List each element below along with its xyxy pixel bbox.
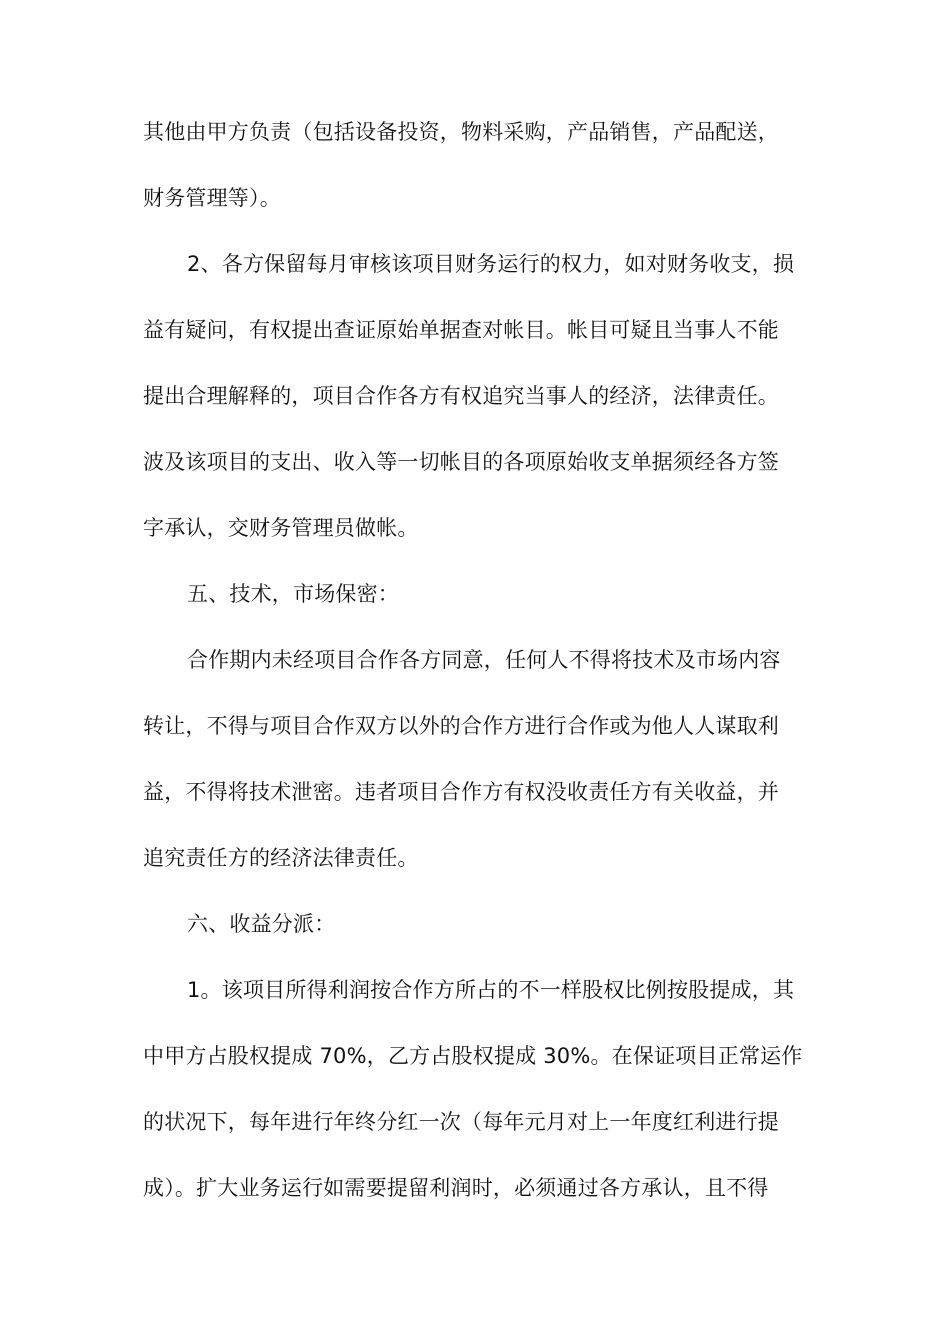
text-line: 合作期内未经项目合作各方同意，任何人不得将技术及市场内容	[187, 648, 781, 672]
heading-line: 五、技术，市场保密：	[187, 582, 399, 606]
document-body	[143, 99, 807, 1221]
paragraph-confidentiality	[143, 627, 807, 891]
text-line: 提出合理解释的，项目合作各方有权追究当事人的经济，法律责任。	[143, 384, 779, 408]
paragraph-profit-distribution	[143, 957, 807, 1221]
text-line: 波及该项目的支出、收入等一切帐目的各项原始收支单据须经各方签	[143, 450, 779, 474]
paragraph-finance-scope	[143, 99, 807, 231]
heading-line: 六、收益分派：	[187, 912, 336, 936]
text-line: 益，不得将技术泄密。违者项目合作方有权没收责任方有关收益，并	[143, 780, 779, 804]
text-line: 财务管理等）。	[143, 186, 281, 210]
text-line: 其他由甲方负责（包括设备投资，物料采购，产品销售，产品配送，	[143, 120, 779, 144]
text-line: 2、各方保留每月审核该项目财务运行的权力，如对财务收支，损	[187, 252, 795, 276]
text-line: 益有疑问，有权提出查证原始单据查对帐目。帐目可疑且当事人不能	[143, 318, 779, 342]
text-line: 追究责任方的经济法律责任。	[143, 846, 419, 870]
section-heading-confidentiality	[143, 561, 807, 627]
text-line: 中甲方占股权提成 70%，乙方占股权提成 30%。在保证项目正常运作	[143, 1044, 803, 1068]
text-line: 的状况下，每年进行年终分红一次（每年元月对上一年度红利进行提	[143, 1110, 779, 1134]
text-line: 转让，不得与项目合作双方以外的合作方进行合作或为他人人谋取利	[143, 714, 779, 738]
text-line: 1。该项目所得利润按合作方所占的不一样股权比例按股提成，其	[187, 978, 795, 1002]
section-heading-profit-distribution	[143, 891, 807, 957]
text-line: 成）。扩大业务运行如需要提留利润时，必须通过各方承认，且不得	[143, 1176, 769, 1200]
text-line: 字承认，交财务管理员做帐。	[143, 516, 419, 540]
paragraph-audit-rights	[143, 231, 807, 561]
